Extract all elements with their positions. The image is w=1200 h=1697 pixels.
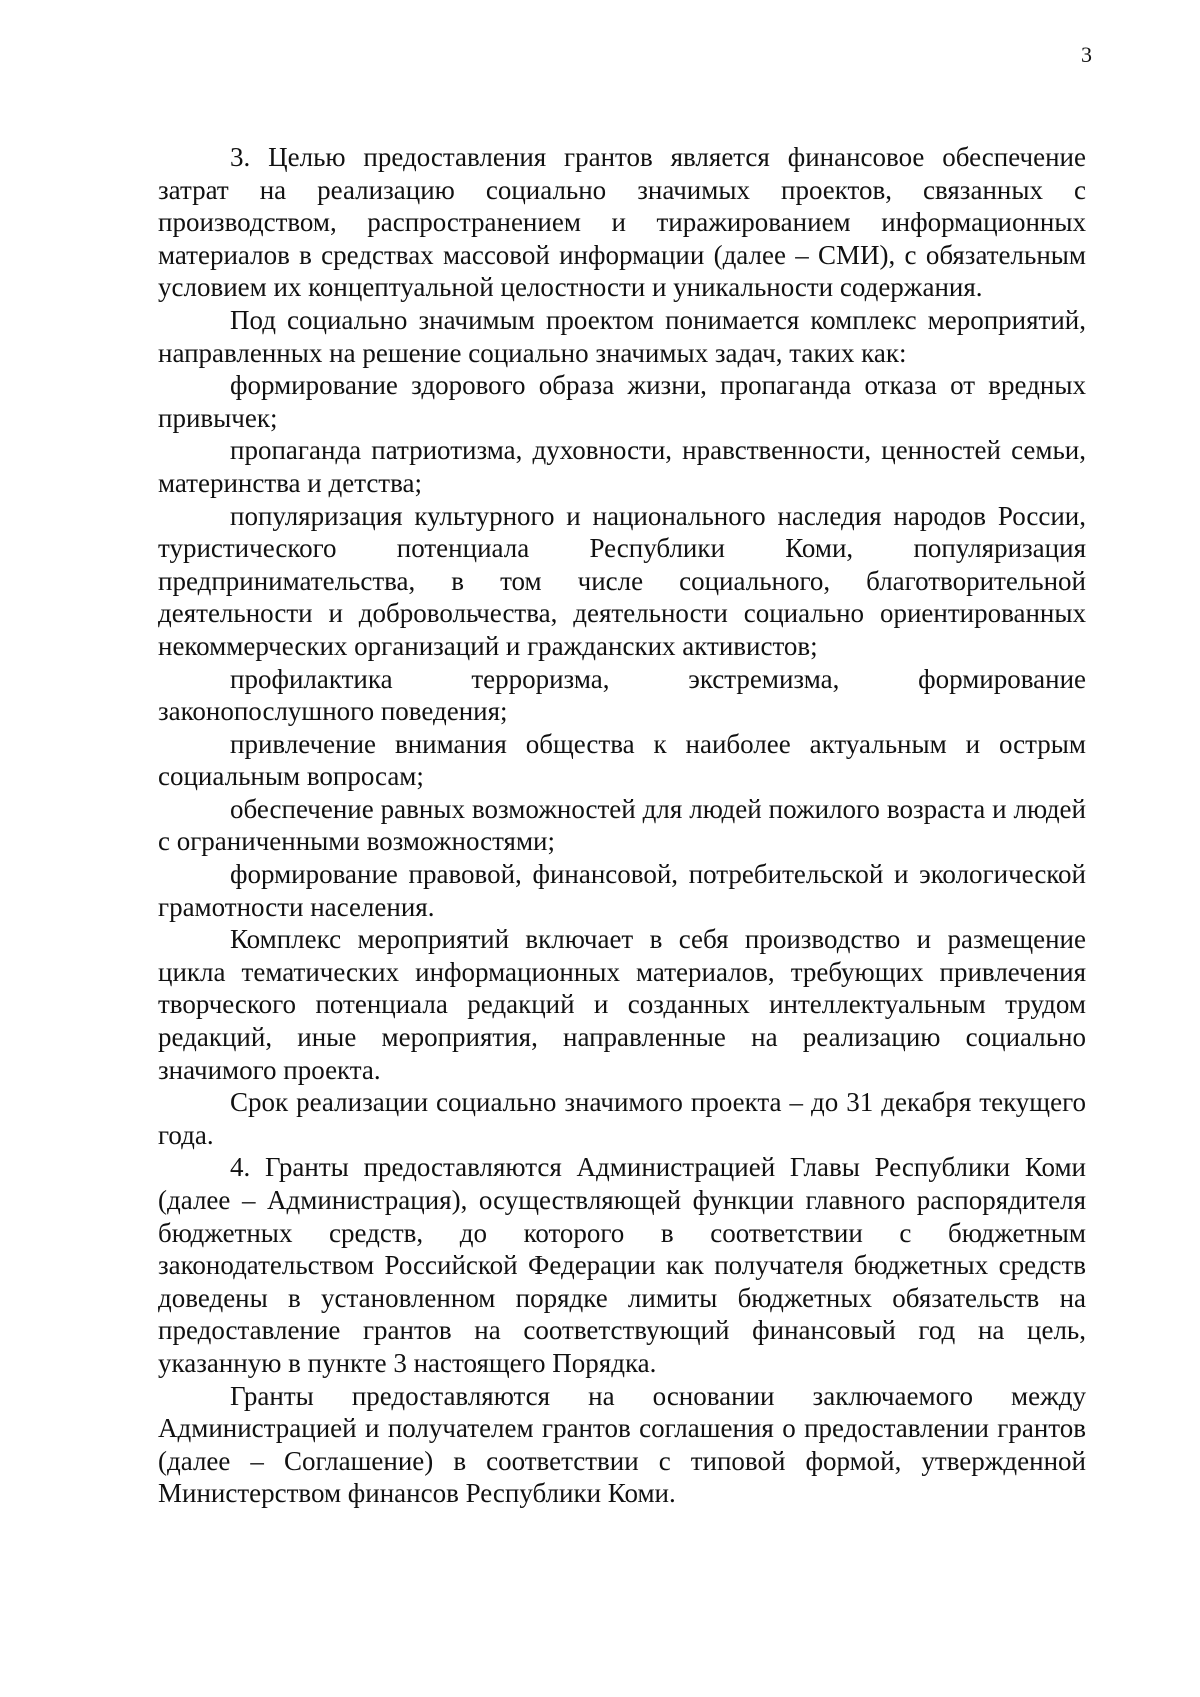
list-item-equal-opportunities: обеспечение равных возможностей для людей пожилого возраста и людей с ограниченными возможностями; xyxy=(158,793,1086,857)
paragraph-activities-complex: Комплекс мероприятий включает в себя производство и размещение цикла тематических информационных материалов, требующих привлечения творческого потенциала редакций и созданных интеллектуальным трудом редакций, иные мероприятия, направленные на реализацию социально значимого проекта. xyxy=(158,924,1086,1085)
list-item-literacy: формирование правовой, финансовой, потребительской и экологической грамотности населения. xyxy=(158,859,1086,922)
paragraph-grant-provider: 4. Гранты предоставляются Администрацией Главы Республики Коми (далее – Администрация), осуществляющей функции главного распорядителя бюджетных средств, до которого в соответствии с бюджетным законодательством Российской Федерации как получателя бюджетных средств доведены в установленном порядке лимиты бюджетных обязательств на предоставление грантов на соответствующий финансовый год на цель, указанную в пункте 3 настоящего Порядка. xyxy=(158,1152,1086,1378)
list-item-social-issues: привлечение внимания общества к наиболее актуальным и острым социальным вопросам; xyxy=(158,728,1086,792)
paragraph-social-project-definition: Под социально значимым проектом понимается комплекс мероприятий, направленных на решение социально значимых задач, таких как: xyxy=(158,304,1086,368)
list-item-patriotism: пропаганда патриотизма, духовности, нравственности, ценностей семьи, материнства и детства; xyxy=(158,435,1086,498)
page-number: 3 xyxy=(1081,42,1092,67)
list-item-terrorism-prevention: профилактика терроризма, экстремизма, формирование законопослушного поведения; xyxy=(158,663,1086,727)
paragraph-implementation-deadline: Срок реализации социально значимого проекта – до 31 декабря текущего года. xyxy=(158,1087,1086,1150)
paragraph-purpose-of-grants: 3. Целью предоставления грантов является финансовое обеспечение затрат на реализацию социально значимых проектов, связанных с производством, распространением и тиражированием информационных материалов в средствах массовой информации (далее – СМИ), с обязательным условием их концептуальной целостности и уникальности содержания. xyxy=(158,142,1086,303)
list-item-cultural-heritage: популяризация культурного и национального наследия народов России, туристического потенциала Республики Коми, популяризация предпринимательства, в том числе социального, благотворительной деятельности и добровольчества, деятельности социально ориентированных некоммерческих организаций и гражданских активистов; xyxy=(158,500,1086,661)
document-body xyxy=(158,141,1086,1510)
paragraph-grant-agreement: Гранты предоставляются на основании заключаемого между Администрацией и получателем грантов соглашения о предоставлении грантов (далее – Соглашение) в соответствии с типовой формой, утвержденной Министерством финансов Республики Коми. xyxy=(158,1380,1086,1509)
list-item-healthy-lifestyle: формирование здорового образа жизни, пропаганда отказа от вредных привычек; xyxy=(158,370,1086,433)
